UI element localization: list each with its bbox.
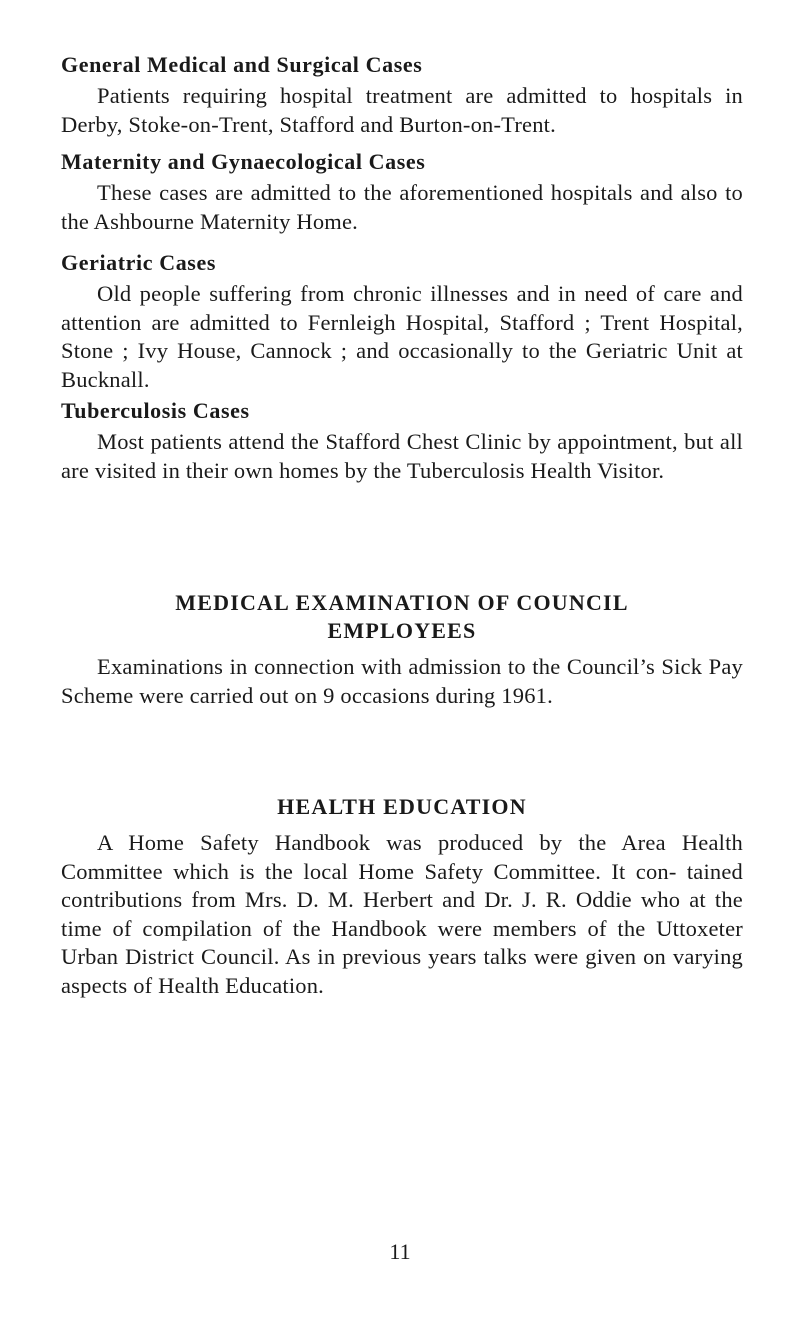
- section-paragraph: Examinations in connection with admission to the Council’s Sick Pay Scheme were carried out on 9 occasions during 1961.: [61, 654, 743, 708]
- section-paragraph: Patients requiring hospital treatment are admitted to hospitals in Derby, Stoke-on-Trent, Stafford and Burton-on-Trent.: [61, 83, 743, 137]
- section-paragraph: These cases are admitted to the aforementioned hospitals and also to the Ashbourne Maternity Home.: [61, 180, 743, 234]
- section-title-line-1: MEDICAL EXAMINATION OF COUNCIL: [175, 590, 629, 615]
- section-heading: Geriatric Cases: [61, 250, 216, 275]
- section-paragraph: A Home Safety Handbook was produced by the Area Health Committee which is the local Home Safety Committee. It con- tained contributions from Mrs. D. M. Herbert and Dr. J. R. Oddie who at the time of compilation of the Handbook were members of the Uttoxeter Urban District Council. As in previous years talks were given on varying aspects of Health Education.: [61, 830, 743, 998]
- section-paragraph: Old people suffering from chronic illnesses and in need of care and attention are admitted to Fernleigh Hospital, Stafford ; Trent Hospital, Stone ; Ivy House, Cannock ; and occasionally to the Geriatric Unit at Bucknall.: [61, 281, 743, 392]
- section-title: HEALTH EDUCATION: [277, 794, 527, 819]
- section-general-medical: [61, 50, 743, 139]
- section-heading: General Medical and Surgical Cases: [61, 52, 423, 77]
- section-geriatric: [61, 248, 743, 394]
- section-heading: Tuberculosis Cases: [61, 398, 250, 423]
- section-title-line-2: EMPLOYEES: [327, 618, 477, 643]
- page-number: 11: [389, 1239, 411, 1264]
- section-maternity: [61, 147, 743, 236]
- section-health-education: [61, 793, 743, 1000]
- section-tuberculosis: [61, 396, 743, 485]
- section-medical-examination: [61, 589, 743, 710]
- section-heading: Maternity and Gynaecological Cases: [61, 149, 426, 174]
- section-paragraph: Most patients attend the Stafford Chest Clinic by appointment, but all are visited in their own homes by the Tuberculosis Health Visitor.: [61, 429, 743, 483]
